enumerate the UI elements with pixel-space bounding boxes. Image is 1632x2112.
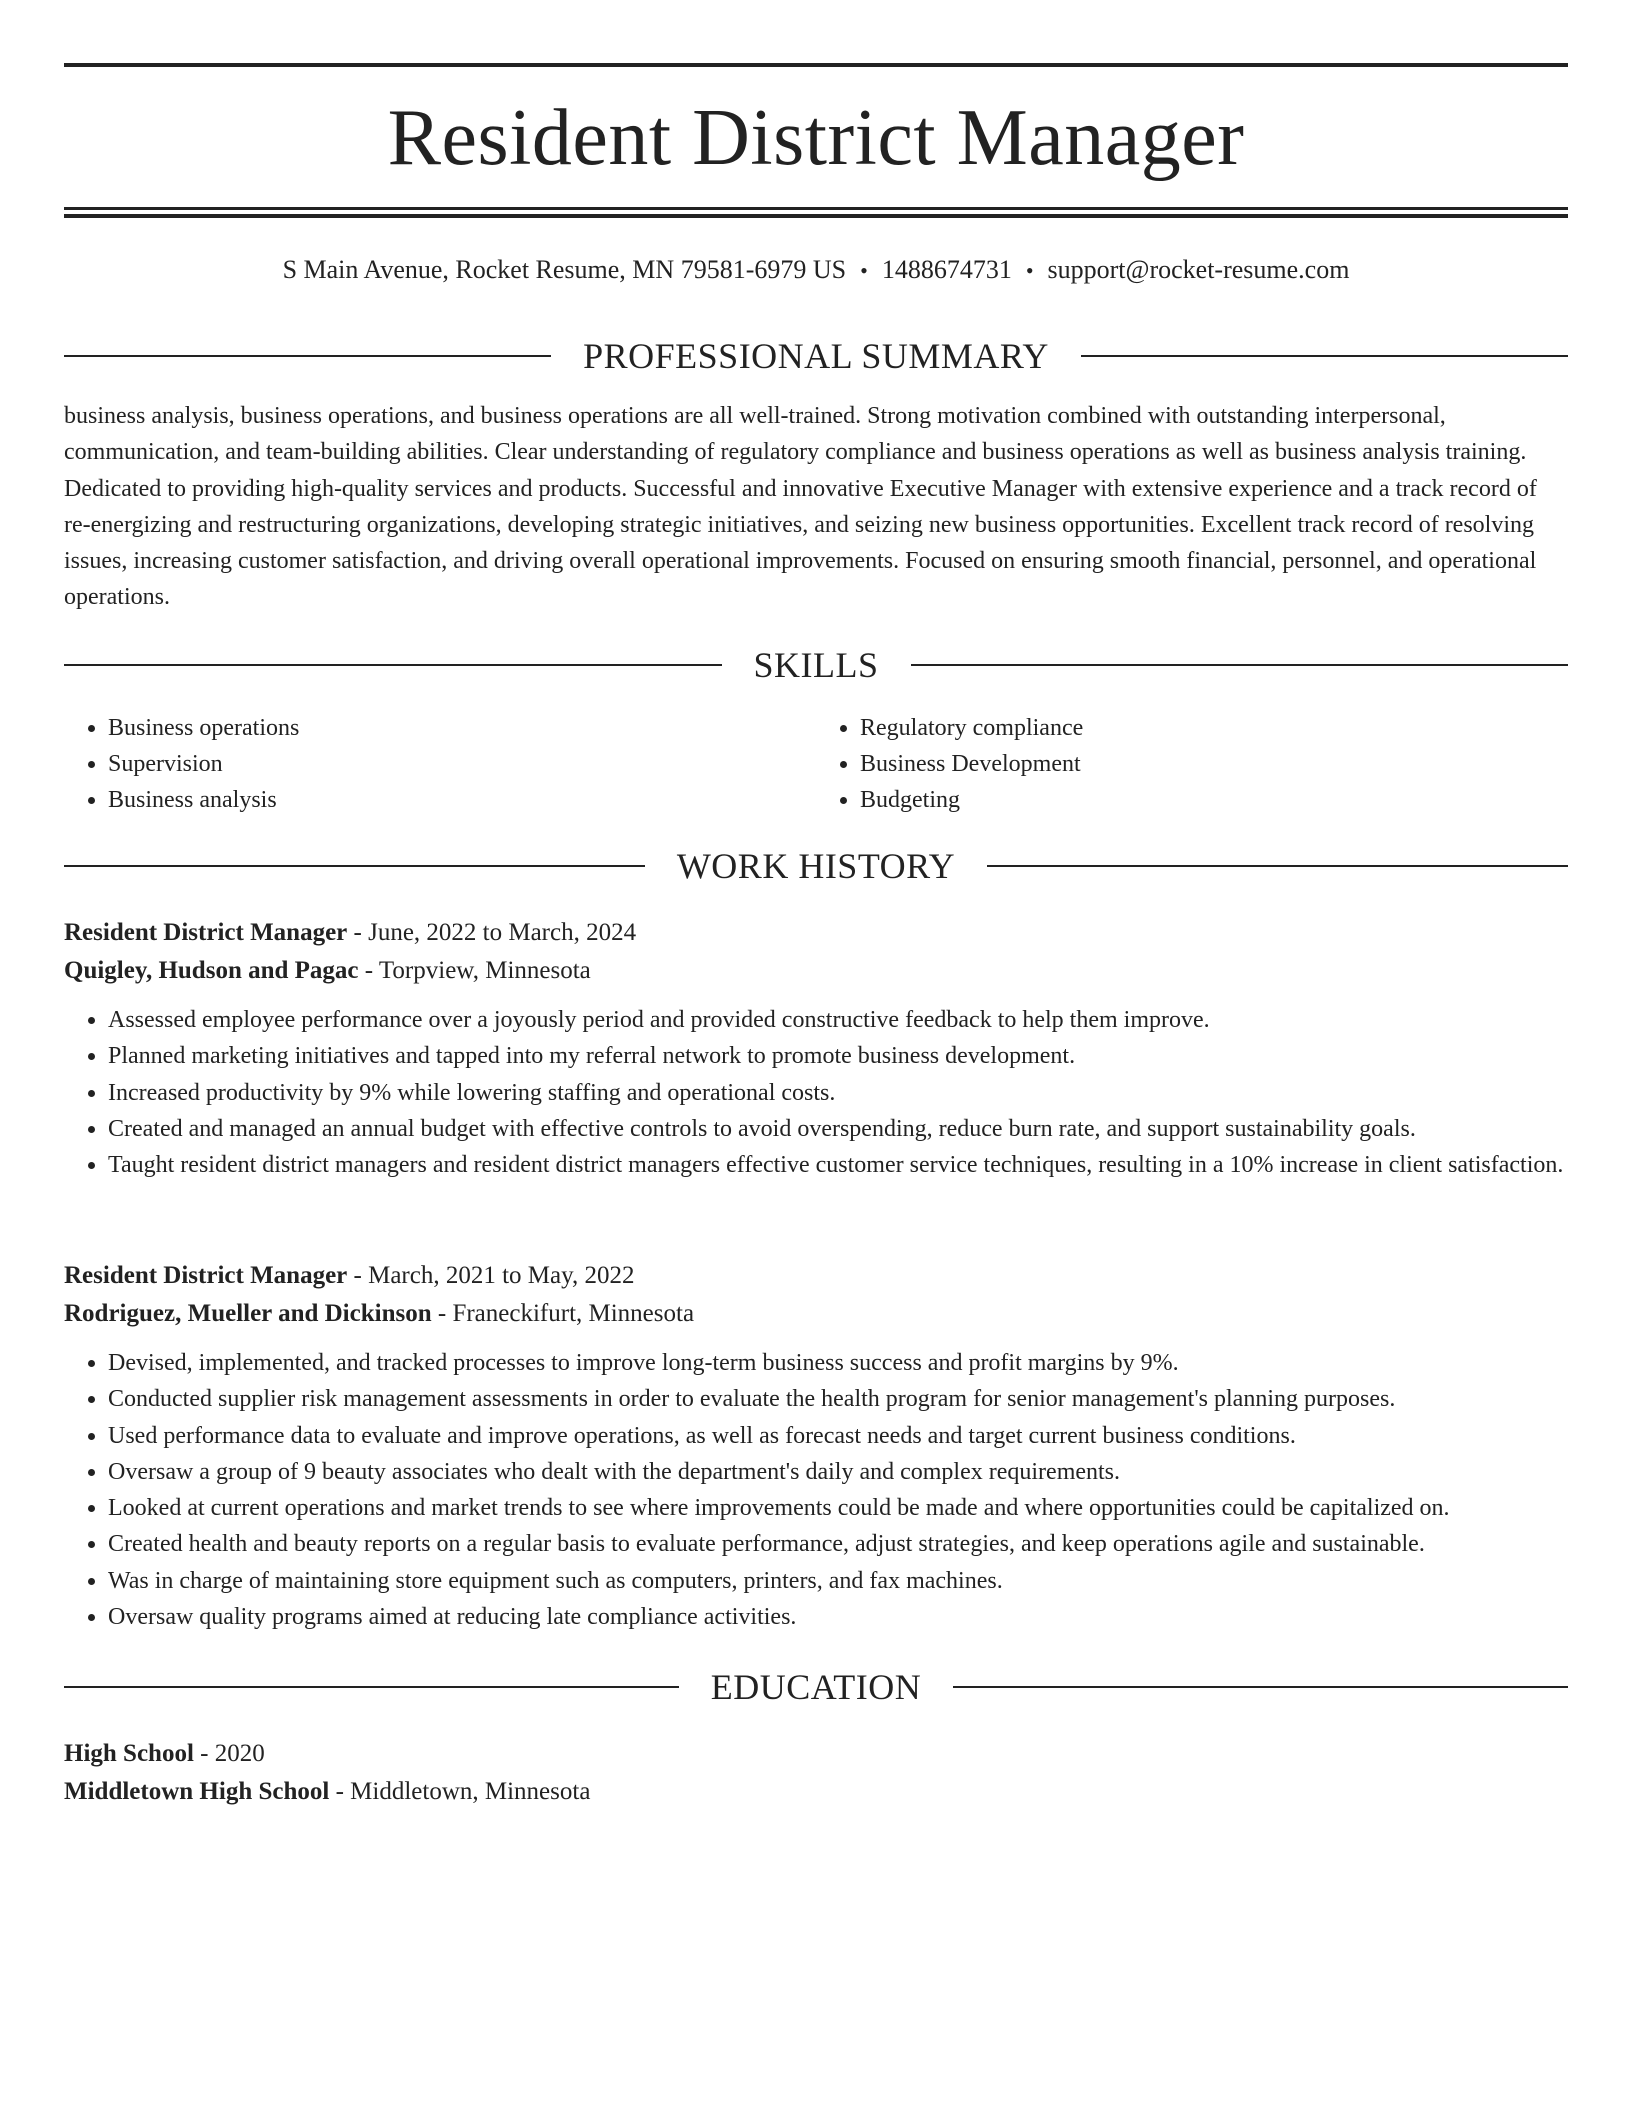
- divider-line: [64, 865, 645, 867]
- degree-line: [64, 1735, 1568, 1773]
- list-item: • Conducted supplier risk management assessments in order to evaluate the health program for senior management's planning purposes.: [108, 1381, 1568, 1417]
- list-item: • Created and managed an annual budget with effective controls to avoid overspending, reduce burn rate, and support sustainability goals.: [108, 1111, 1568, 1147]
- list-item: • Used performance data to evaluate and improve operations, as well as forecast needs and target current business conditions.: [108, 1418, 1568, 1454]
- list-item: • Looked at current operations and market trends to see where improvements could be made and where opportunities could be capitalized on.: [108, 1490, 1568, 1526]
- company-location: - Franeckifurt, Minnesota: [431, 1300, 695, 1327]
- title-double-rule: [64, 207, 1568, 218]
- list-item: • Regulatory compliance: [860, 710, 1568, 746]
- list-item: • Created health and beauty reports on a regular basis to evaluate performance, adjust strategies, and keep operations agile and sustainable.: [108, 1526, 1568, 1562]
- company-name: Quigley, Hudson and Pagac: [64, 957, 359, 984]
- section-title: WORK HISTORY: [676, 846, 956, 886]
- company-line: [64, 1295, 1568, 1333]
- graduation-year: - 2020: [193, 1740, 265, 1767]
- list-item: • Assessed employee performance over a joyously period and provided constructive feedback to help them improve.: [108, 1002, 1568, 1038]
- school-name: Middletown High School: [64, 1778, 330, 1805]
- page-title: Resident District Manager: [387, 94, 1245, 182]
- list-item: • Increased productivity by 9% while lowering staffing and operational costs.: [108, 1075, 1568, 1111]
- job-title-line: [64, 914, 1568, 952]
- divider-line: [987, 865, 1568, 867]
- school-location: - Middletown, Minnesota: [329, 1778, 591, 1805]
- job-bullets: [64, 1345, 1568, 1635]
- divider-line: [1081, 355, 1568, 357]
- education-entry: [64, 1735, 1568, 1811]
- job-title: Resident District Manager: [64, 919, 348, 946]
- separator-dot: •: [1025, 258, 1034, 283]
- skills-column-right: [816, 710, 1568, 818]
- summary-text: business analysis, business operations, and business operations are all well-trained. Strong motivation combined with outstanding interpersonal, communication, and team-building abilities. Clear understanding of regulatory compliance and business operations as well as business analysis training. Dedicated to providing high-quality services and products. Successful and innovative Executive Manager with extensive experience and a track record of re-energizing and restructuring organizations, developing strategic initiatives, and seizing new business opportunities. Excellent track record of resolving issues, increasing customer satisfaction, and driving overall operational improvements. Focused on ensuring smooth financial, personnel, and operational operations.: [64, 403, 1537, 611]
- list-item: • Oversaw quality programs aimed at reducing late compliance activities.: [108, 1599, 1568, 1635]
- separator-dot: •: [860, 258, 868, 283]
- section-title: SKILLS: [753, 645, 879, 685]
- divider-line: [911, 664, 1569, 666]
- job-entry: [64, 914, 1568, 1183]
- job-entry: [64, 1257, 1568, 1635]
- phone: 1488674731: [881, 255, 1012, 284]
- section-heading-education: [64, 1665, 1568, 1709]
- job-title-line: [64, 1257, 1568, 1295]
- list-item: • Taught resident district managers and resident district managers effective customer service techniques, resulting in a 10% increase in client satisfaction.: [108, 1147, 1568, 1183]
- list-item: • Business Development: [860, 746, 1568, 782]
- list-item: • Was in charge of maintaining store equipment such as computers, printers, and fax machines.: [108, 1563, 1568, 1599]
- company-line: [64, 952, 1568, 990]
- section-heading-skills: [64, 643, 1568, 687]
- section-title: PROFESSIONAL SUMMARY: [583, 336, 1049, 376]
- section-title: EDUCATION: [710, 1667, 922, 1707]
- email: support@rocket-resume.com: [1047, 255, 1350, 284]
- school-line: [64, 1773, 1568, 1811]
- list-item: • Devised, implemented, and tracked processes to improve long-term business success and profit margins by 9%.: [108, 1345, 1568, 1381]
- list-item: • Supervision: [108, 746, 816, 782]
- job-title: Resident District Manager: [64, 1262, 348, 1289]
- top-rule: [64, 63, 1568, 67]
- list-item: • Business analysis: [108, 782, 816, 818]
- list-item: • Budgeting: [860, 782, 1568, 818]
- divider-line: [953, 1686, 1568, 1688]
- list-item: • Planned marketing initiatives and tapped into my referral network to promote business development.: [108, 1038, 1568, 1074]
- list-item: • Business operations: [108, 710, 816, 746]
- address: S Main Avenue, Rocket Resume, MN 79581-6979 US: [282, 255, 847, 284]
- divider-line: [64, 664, 722, 666]
- company-location: - Torpview, Minnesota: [358, 957, 591, 984]
- company-name: Rodriguez, Mueller and Dickinson: [64, 1300, 432, 1327]
- skills-column-left: [64, 710, 816, 818]
- contact-info: [64, 252, 1568, 289]
- job-dates: - June, 2022 to March, 2024: [347, 919, 637, 946]
- degree: High School: [64, 1740, 194, 1767]
- skills-list: [64, 710, 1568, 818]
- divider-line: [64, 355, 551, 357]
- job-dates: - March, 2021 to May, 2022: [347, 1262, 635, 1289]
- job-bullets: [64, 1002, 1568, 1183]
- list-item: • Oversaw a group of 9 beauty associates who dealt with the department's daily and complex requirements.: [108, 1454, 1568, 1490]
- divider-line: [64, 1686, 679, 1688]
- section-heading-summary: [64, 334, 1568, 378]
- section-heading-work: [64, 844, 1568, 888]
